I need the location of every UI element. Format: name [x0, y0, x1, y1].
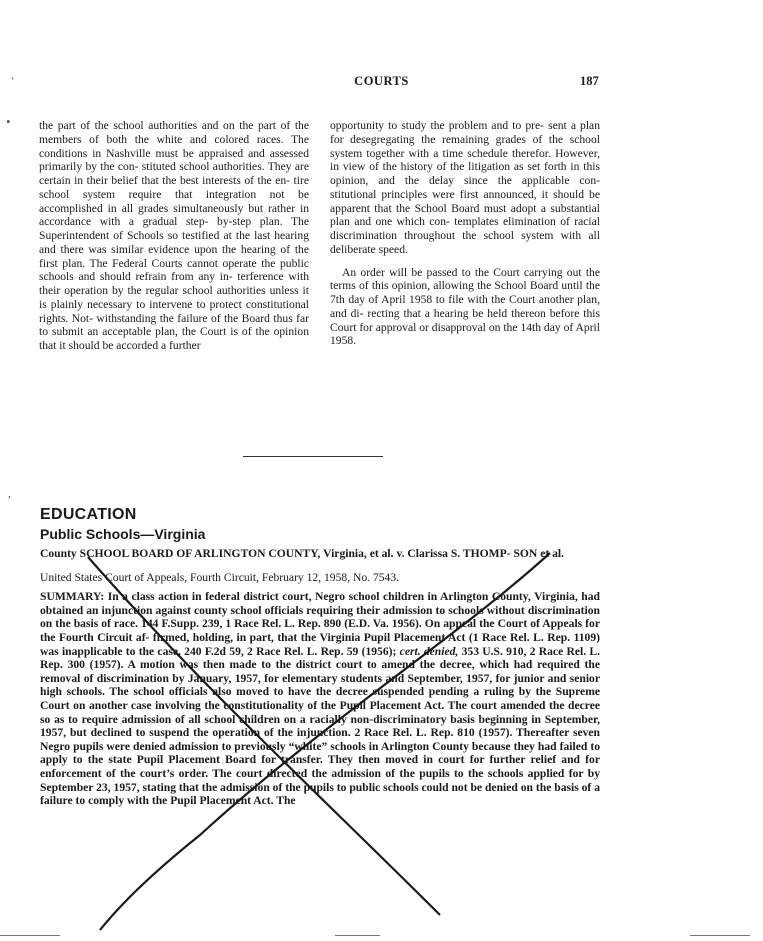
left-column	[39, 119, 309, 353]
page-number: 187	[580, 74, 599, 88]
case-summary	[40, 590, 600, 808]
scan-edge-line	[335, 935, 380, 936]
section-divider	[243, 456, 383, 457]
summary-citation: cert. denied,	[399, 644, 459, 658]
scan-edge-line	[690, 935, 750, 936]
summary-text-1: In a class action in federal district court, Negro school children in Arlington County, Virginia, had obtained an injunction against county school officials requiring their admission to schools without discrimination on the basis of race. 144 F.Supp. 239, 1 Race Rel. L. Rep. 890 (E.D. Va. 1956). On appeal the Court of Appeals for the Fourth Circuit af- firmed, holding, in part, that the Virginia Pupil Placement Act (1 Race Rel. L. Rep. 1109) was inapplicable to the case. 240 F.2d 59, 2 Race Rel. L. Rep. 59 (1956);	[40, 590, 600, 658]
scan-edge-line	[0, 935, 60, 936]
section-title: EDUCATION	[40, 506, 137, 523]
margin-mark: ʻ	[11, 76, 15, 87]
page-header	[0, 74, 763, 92]
margin-mark: ,	[8, 486, 11, 500]
court-line: United States Court of Appeals, Fourth Circuit, February 12, 1958, No. 7543.	[40, 570, 400, 584]
left-paragraph: the part of the school authorities and on the part of the members of both the white and colored races. The conditions in Nashville must be appraised and assessed primarily by the con- stituted school authorities. They are certain in their belief that the best interests of the en- tire school system require that integration not be accomplished in all grades simultaneously but rather in accordance with a gradual step- by-step plan. The Superintendent of Schools so testified at the last hearing and there was similar evidence upon the hearing of the first plan. The Federal Courts cannot operate the public schools and should refrain from any in- terference with their operation by the regular school authorities unless it is plainly necessary to intervene to protect constitutional rights. Not- withstanding the failure of the Board thus far to submit an acceptable plan, the Court is of the opinion that it should be accorded a further	[39, 119, 309, 352]
subsection-title: Public Schools—Virginia	[40, 526, 206, 542]
case-entry	[40, 547, 600, 808]
right-paragraph-2: An order will be passed to the Court carrying out the terms of this opinion, allowing the School Board until the 7th day of April 1958 to file with the Court another plan, and di- recting that a hearing be held thereon before this Court for approval or disapproval on the 14th day of April 1958.	[330, 265, 600, 348]
margin-dot: •	[6, 114, 11, 129]
right-column	[330, 119, 600, 348]
case-title: County SCHOOL BOARD OF ARLINGTON COUNTY, Virginia, et al. v. Clarissa S. THOMP- SON et al.	[40, 547, 565, 560]
summary-label: SUMMARY:	[40, 590, 105, 604]
running-head: COURTS	[354, 74, 409, 88]
summary-text-2: 353 U.S. 910, 2 Race Rel. L. Rep. 300 (1957). A motion was then made to the district court to amend the decree, which had required the removal of discrimination by January, 1957, for elementary students and September, 1957, for junior and senior high schools. The school officials also moved to have the decree suspended pending a ruling by the Supreme Court on another case involving the constitutionality of the Pupil Placement Act. The court amended the decree so as to require admission of all school children on a racially non-discriminatory basis beginning in September, 1957, but declined to suspend the operation of the injunction. 2 Race Rel. L. Rep. 810 (1957). Thereafter seven Negro pupils were denied admission to previously “white” schools in Arlington County because they had failed to apply to the state Pupil Placement Board for transfer. They then moved in court for further relief and for enforcement of the court’s order. The court directed the admission of the pupils to the schools applied for by September 23, 1957, stating that the admission of the pupils to public schools could not be denied on the basis of a failure to comply with the Pupil Placement Act. The	[40, 644, 601, 808]
right-paragraph-1: opportunity to study the problem and to pre- sent a plan for desegregating the remaining grades of the school system together with a time schedule therefor. However, in view of the history of the litigation as set forth in this opinion, and the delay since the applicable con- stitutional principles were first announced, it should be apparent that the School Board must adopt a substantial plan and one which con- templates elimination of racial discrimination throughout the school system with all deliberate speed.	[330, 119, 600, 256]
